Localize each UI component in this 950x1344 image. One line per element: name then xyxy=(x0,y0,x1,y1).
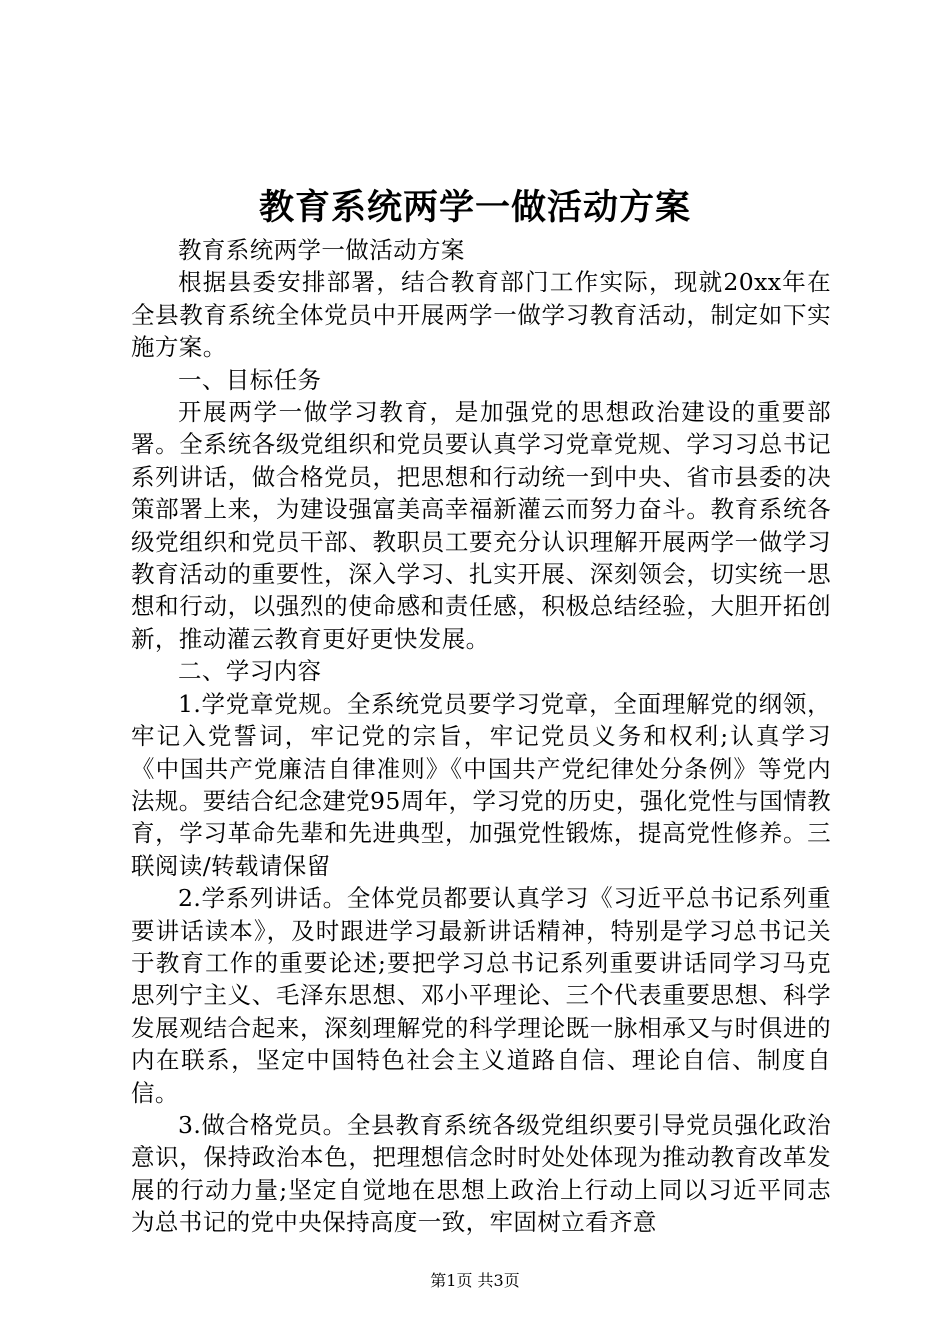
section-heading-goals: 一、目标任务 xyxy=(178,365,322,394)
section-heading-content: 二、学习内容 xyxy=(178,657,322,686)
page-footer: 第1页 共3页 xyxy=(430,1271,520,1290)
paragraph-subtitle: 教育系统两学一做活动方案 xyxy=(178,236,465,264)
paragraph-item-1: 1.学党章党规。全系统党员要学习党章，全面理解党的纲领，牢记入党誓词，牢记党的宗旨，牢记党员义务和权利;认真学习《中国共产党廉洁自律准则》《中国共产党纪律处分条例》等党内法规。要结合纪念建党95周年，学习党的历史，强化党性与国情教育，学习革命先辈和先进典型，加强党性锻炼，提高党性修养。三联阅读/转载请保留 xyxy=(131,689,831,880)
document-title: 教育系统两学一做活动方案 xyxy=(258,187,691,228)
paragraph-intro: 根据县委安排部署，结合教育部门工作实际，现就20xx年在全县教育系统全体党员中开展两学一做学习教育活动，制定如下实施方案。 xyxy=(131,268,831,362)
document-body xyxy=(131,234,831,1239)
paragraph-item-3: 3.做合格党员。全县教育系统各级党组织要引导党员强化政治意识，保持政治本色，把理想信念时时处处体现为推动教育改革发展的行动力量;坚定自觉地在思想上政治上行动上同以习近平同志为总书记的党中央保持高度一致，牢固树立看齐意 xyxy=(131,1110,831,1237)
paragraph-goals: 开展两学一做学习教育，是加强党的思想政治建设的重要部署。全系统各级党组织和党员要认真学习党章党规、学习习总书记系列讲话，做合格党员，把思想和行动统一到中央、省市县委的决策部署上来，为建设强富美高幸福新灌云而努力奋斗。教育系统各级党组织和党员干部、教职员工要充分认识理解开展两学一做学习教育活动的重要性，深入学习、扎实开展、深刻领会，切实统一思想和行动，以强烈的使命感和责任感，积极总结经验，大胆开拓创新，推动灌云教育更好更快发展。 xyxy=(131,398,831,653)
paragraph-item-2: 2.学系列讲话。全体党员都要认真学习《习近平总书记系列重要讲话读本》，及时跟进学习最新讲话精神，特别是学习总书记关于教育工作的重要论述;要把学习总书记系列重要讲话同学习马克思列宁主义、毛泽东思想、邓小平理论、三个代表重要思想、科学发展观结合起来，深刻理解党的科学理论既一脉相承又与时俱进的内在联系，坚定中国特色社会主义道路自信、理论自信、制度自信。 xyxy=(131,884,831,1107)
